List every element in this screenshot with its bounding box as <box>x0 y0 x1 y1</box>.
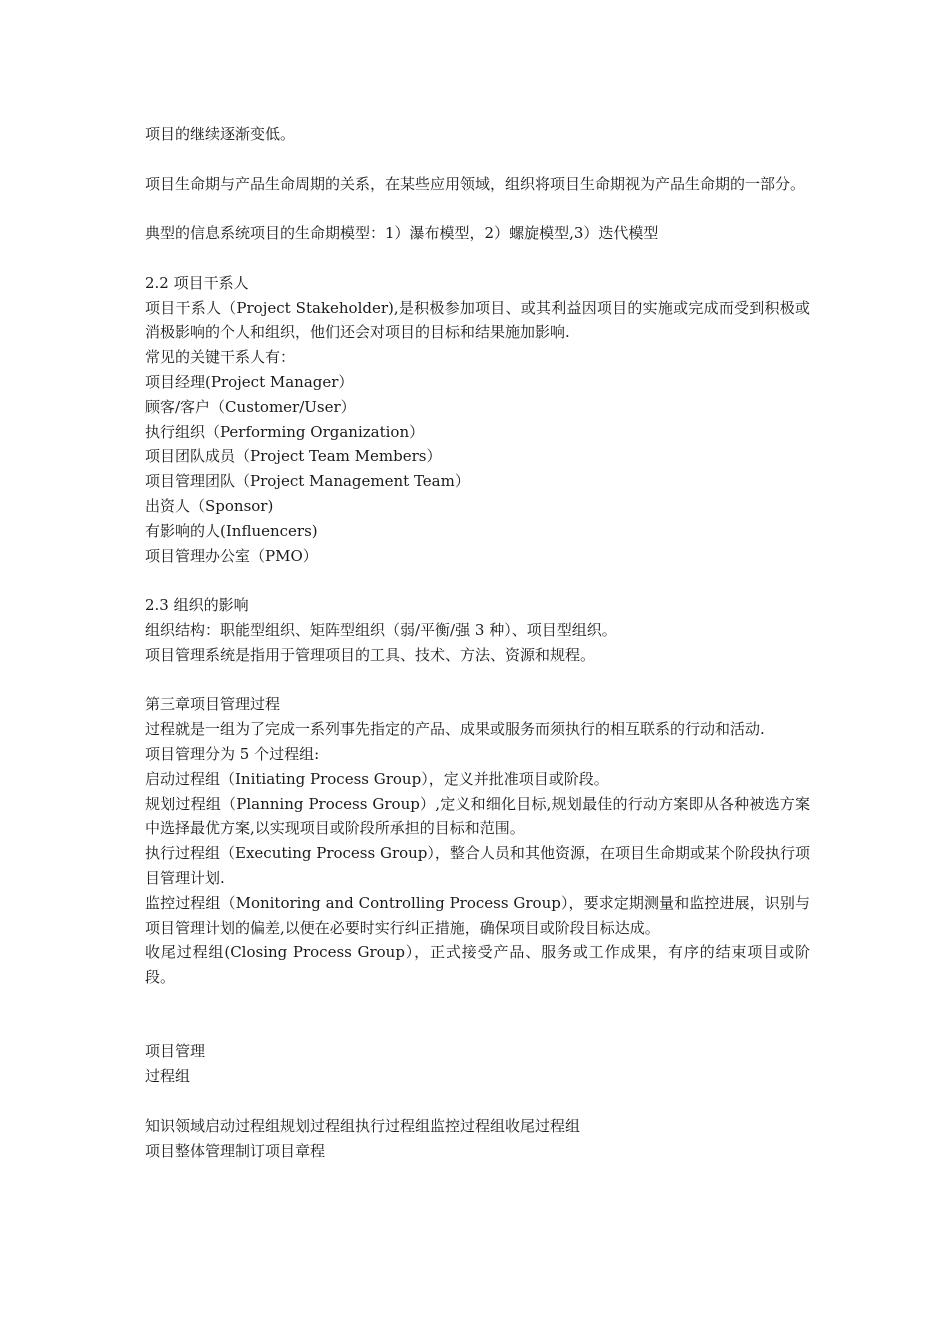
chapter-heading-processes: 第三章项目管理过程 <box>145 695 281 714</box>
stakeholder-item: 顾客/客户（Customer/User） <box>145 397 356 416</box>
table-header-pm: 项目管理 <box>145 1042 206 1061</box>
paragraph-stakeholder-definition: 项目干系人（Project Stakeholder),是积极参加项目、或其利益因项目的实施或完成而受到积极或消极影响的个人和组织，他们还会对项目的目标和结果施加影响. <box>145 298 810 342</box>
paragraph-process-definition: 过程就是一组为了完成一系列事先指定的产品、成果或服务而须执行的相互联系的行动和活动. <box>145 720 765 739</box>
section-heading-stakeholders: 2.2 项目干系人 <box>145 273 249 292</box>
table-header-row: 知识领域启动过程组规划过程组执行过程组监控过程组收尾过程组 <box>145 1116 581 1135</box>
stakeholder-item: 项目团队成员（Project Team Members） <box>145 447 442 466</box>
spacer <box>145 196 810 221</box>
spacer <box>145 246 810 271</box>
spacer <box>145 147 810 172</box>
stakeholder-item: 有影响的人(Influencers) <box>145 521 318 540</box>
paragraph-lifecycle-relation: 项目生命期与产品生命周期的关系，在某些应用领域，组织将项目生命期视为产品生命期的一部分。 <box>145 174 806 193</box>
paragraph-lifecycle-cost: 项目的继续逐渐变低。 <box>145 125 296 143</box>
stakeholder-item: 项目管理团队（Project Management Team） <box>145 472 470 491</box>
paragraph-org-structure: 组织结构：职能型组织、矩阵型组织（弱/平衡/强 3 种）、项目型组织。 <box>145 620 617 639</box>
section-heading-organization: 2.3 组织的影响 <box>145 596 249 615</box>
paragraph-pm-system: 项目管理系统是指用于管理项目的工具、技术、方法、资源和规程。 <box>145 645 596 664</box>
spacer <box>145 568 810 593</box>
table-row-integration: 项目整体管理制订项目章程 <box>145 1141 326 1160</box>
process-group-item: 启动过程组（Initiating Process Group），定义并批准项目或阶段。 <box>145 769 609 788</box>
stakeholder-item: 执行组织（Performing Organization） <box>145 422 425 441</box>
document-page <box>145 122 810 1163</box>
spacer <box>145 668 810 693</box>
stakeholder-item: 项目管理办公室（PMO） <box>145 546 318 565</box>
process-group-item: 执行过程组（Executing Process Group），整合人员和其他资源，在项目生命期或某个阶段执行项目管理计划. <box>145 844 810 887</box>
spacer <box>145 990 810 1040</box>
stakeholder-item: 项目经理(Project Manager） <box>145 372 354 391</box>
process-group-item: 监控过程组（Monitoring and Controlling Process Group），要求定期测量和监控进展，识别与项目管理计划的偏差,以便在必要时实行纠正措施，确保项目或阶段目标达成。 <box>145 893 810 937</box>
paragraph-lifecycle-models: 典型的信息系统项目的生命期模型：1）瀑布模型，2）螺旋模型,3）迭代模型 <box>145 224 659 243</box>
paragraph-process-groups-intro: 项目管理分为 5 个过程组: <box>145 744 320 763</box>
stakeholder-item: 出资人（Sponsor) <box>145 496 274 515</box>
process-group-item: 规划过程组（Planning Process Group）,定义和细化目标,规划最佳的行动方案即从各种被选方案中选择最优方案,以实现项目或阶段所承担的目标和范围。 <box>145 794 810 838</box>
spacer <box>145 1089 810 1114</box>
process-group-item: 收尾过程组(Closing Process Group），正式接受产品、服务或工作成果，有序的结束项目或阶段。 <box>145 943 810 987</box>
table-header-process-group: 过程组 <box>145 1067 191 1086</box>
paragraph-common-stakeholders: 常见的关键干系人有： <box>145 348 296 367</box>
